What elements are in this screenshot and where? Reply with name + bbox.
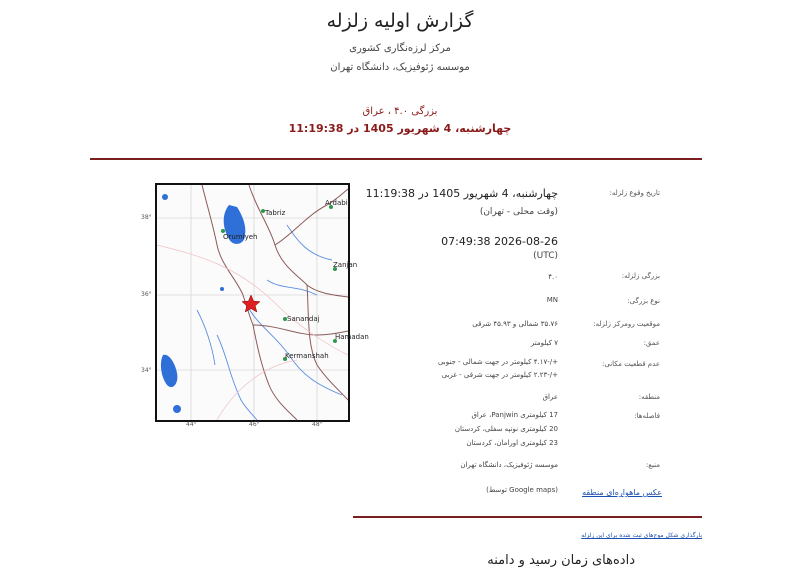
depth-label: عمق: (643, 339, 660, 347)
magtype-label: نوع بزرگی: (627, 297, 660, 305)
utc-time-note: (UTC) (533, 251, 558, 261)
local-time-value: چهارشنبه، 4 شهریور 1405 در 11:19:38 (365, 187, 558, 200)
lake-small-2 (162, 194, 168, 200)
divider-top (90, 158, 702, 160)
lat-label-38: 38° (141, 214, 152, 221)
distance-label: فاصله‌ها: (634, 412, 660, 420)
arrival-data-heading: داده‌های زمان رسید و دامنه (487, 553, 635, 568)
page-title: گزارش اولیه زلزله (326, 10, 474, 32)
magnitude-label: بزرگی زلزله: (621, 272, 660, 280)
location-value: ۳۵.۷۶ شمالی و ۴۵.۹۳ شرقی (472, 320, 558, 328)
location-label: موقعیت رومرکز زلزله: (593, 320, 660, 328)
map-roads (157, 245, 348, 420)
time-label: تاریخ وقوع زلزله: (609, 189, 660, 197)
magnitude-heading: بزرگی ۴.۰ ، عراق (362, 106, 438, 117)
uncertainty-value-2: +/-۲.۲۳ کیلومتر در جهت شرقی - غربی (441, 371, 558, 379)
city-sanandaj: Sanandaj (287, 315, 320, 323)
local-time-note: (وقت محلی - تهران) (479, 207, 558, 217)
lon-label-48: 48° (312, 421, 323, 428)
source-value: موسسه ژئوفیزیک، دانشگاه تهران (460, 461, 558, 469)
distance-value-3: 23 کیلومتری اورامان، کردستان (466, 439, 558, 447)
lake-west (161, 355, 177, 387)
magtype-value: MN (546, 296, 558, 304)
lake-small-3 (220, 287, 224, 291)
distance-value-1: 17 کیلومتری Panjwin، عراق (471, 411, 558, 419)
lon-label-46: 46° (249, 421, 260, 428)
city-ardabil: Ardabil (325, 199, 350, 207)
lon-label-44: 44° (186, 421, 197, 428)
city-orumiyeh: Orumiyeh (223, 233, 258, 241)
distance-value-2: 20 کیلومتری نوتپه سفلی، کردستان (454, 425, 558, 433)
region-label: منطقه: (638, 393, 660, 401)
city-hamadan: Hamadan (335, 333, 369, 341)
magnitude-value: ۴.۰ (548, 273, 558, 281)
satellite-map-link[interactable]: عکس ماهواره‌ای منطقه (582, 488, 662, 497)
map-canvas (157, 185, 369, 420)
city-zanjan: Zanjan (333, 261, 358, 269)
lat-label-36: 36° (141, 291, 152, 298)
satellite-map-note: (Google maps توسط) (486, 486, 558, 494)
depth-value: ۷ کیلومتر (530, 339, 558, 347)
source-label: منبع: (645, 461, 660, 469)
org-line-1: مرکز لرزه‌نگاری کشوری (349, 43, 451, 54)
lake-small-1 (173, 405, 181, 413)
city-tabriz: Tabriz (265, 209, 286, 217)
org-line-2: موسسه ژئوفیزیک، دانشگاه تهران (330, 62, 470, 73)
epicenter-map[interactable] (155, 183, 369, 422)
utc-time-value: 2026-08-26 07:49:38 (441, 235, 558, 248)
region-value: عراق (542, 393, 558, 401)
city-kermanshah: Kermanshah (285, 352, 329, 360)
divider-bottom (353, 516, 702, 518)
uncertainty-label: عدم قطعیت مکانی: (602, 360, 660, 368)
uncertainty-value-1: +/-۴.۱۷ کیلومتر در جهت شمالی - جنوبی (437, 358, 558, 366)
map-rivers (197, 225, 342, 420)
datetime-heading: چهارشنبه، 4 شهریور 1405 در 11:19:38 (288, 122, 512, 135)
epicenter-star-icon (242, 295, 260, 312)
waveform-download-link[interactable]: بارگذاری شکل موج‌های ثبت شده برای این زلزله (581, 532, 702, 539)
lat-label-34: 34° (141, 367, 152, 374)
